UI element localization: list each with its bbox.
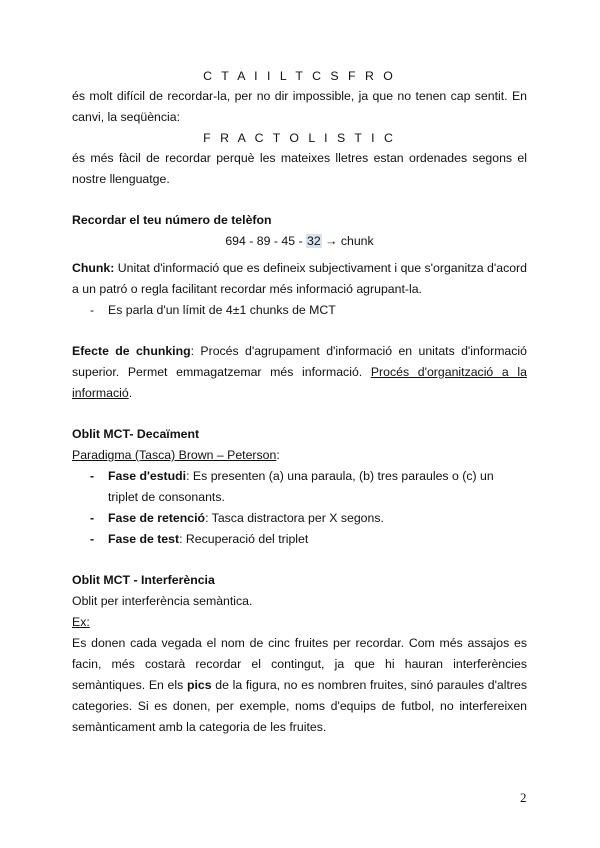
sequence-random: C T A I I L T C S F R O [203,69,396,83]
paradigm-colon: : [276,448,280,462]
effect-end: . [128,386,133,400]
phone-prefix: 694 - 89 - 45 - [225,234,307,248]
chunk-bullet: Es parla d'un límit de 4±1 chunks de MCT [108,303,336,317]
phase-text: : Es presenten (a) una paraula, (b) tres paraules o (c) un triplet de consonants. [108,469,494,504]
list-item [72,508,527,529]
interference-line: Oblit per interferència semàntica. [72,594,253,608]
interference-bold: pics [186,678,212,692]
interference-paragraph [72,633,527,738]
phase-term: Fase d'estudi [108,469,187,483]
document-body [72,66,527,738]
sequence-random-explanation: és molt difícil de recordar-la, per no dir impossible, ja que no tenen cap sentit. En canvi, la seqüència: [72,89,527,124]
effect-underlined: Procés d'organització a la informació [72,365,527,400]
phone-highlight: 32 [307,234,321,248]
sequence-ordered-explanation: és més fàcil de recordar perquè les mateixes lletres estan ordenades segons el nostre llenguatge. [72,151,527,186]
effect-text: : Procés d'agrupament d'informació en unitats d'informació superior. Permet emmagatzemar més informació. [72,344,527,379]
interference-heading: Oblit MCT - Interferència [72,573,215,587]
chunk-list [72,300,527,321]
phase-term: Fase de retenció [108,511,206,525]
phase-text: : Recuperació del triplet [179,532,309,546]
interference-text-after: de la figura, no es nombren fruites, sinó paraules d'altres categories. Si es donen, per exemple, noms d'equips de futbol, no interfereixen semànticament amb la categoria de les fruites. [72,678,527,734]
paradigm-title: Paradigma (Tasca) Brown – Peterson [72,448,277,462]
effect-term: Efecte de chunking [72,344,191,358]
chunk-term: Chunk: [72,261,115,275]
list-item [72,300,527,321]
sequence-ordered: F R A C T O L I S T I C [203,131,396,145]
chunking-effect [72,341,527,404]
decay-heading: Oblit MCT- Decaïment [72,427,200,441]
phase-list [72,466,527,550]
chunk-definition [72,258,527,300]
interference-text-before: Es donen cada vegada el nom de cinc fruites per recordar. Com més assajos es facin, més costarà recordar el contingut, ja que hi hauran interferències semàntiques. En els [72,636,527,692]
list-item [72,529,527,550]
phone-heading: Recordar el teu número de telèfon [72,213,272,227]
phone-example [72,231,527,252]
list-item [72,466,527,508]
phone-suffix: → chunk [321,234,374,248]
phase-term: Fase de test [108,532,180,546]
page-number: 2 [520,790,527,805]
chunk-text: Unitat d'informació que es defineix subjectivament i que s'organitza d'acord a un patró o regla facilitant recordar més informació agrupant-la. [72,261,527,296]
example-label: Ex: [72,615,90,629]
phase-text: : Tasca distractora per X segons. [205,511,384,525]
paradigm-line [72,445,527,466]
